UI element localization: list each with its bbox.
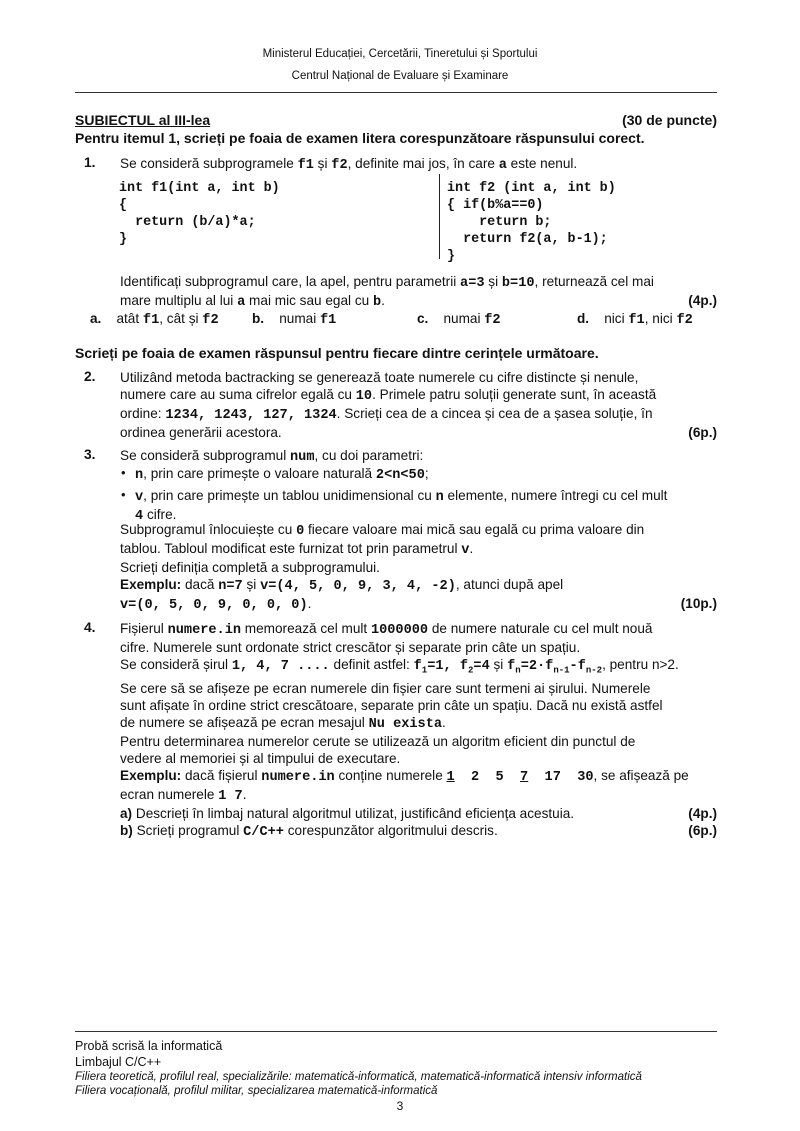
item4-number: 4. <box>84 620 96 635</box>
footer-track-1: Filiera teoretică, profilul real, specializările: matematică-informatică, matematică-informatică intensiv informatică <box>75 1071 642 1083</box>
option-b: b. numai f1 <box>252 311 337 328</box>
bullet-icon: • <box>121 487 126 502</box>
option-d: d. nici f1, nici f2 <box>577 311 693 328</box>
code-f2: int f2 (int a, int b) { if(b%a==0) return b; return f2(a, b-1); } <box>447 181 616 264</box>
option-a: a. atât f1, cât și f2 <box>90 311 219 328</box>
item3-description: Subprogramul înlocuiește cu 0 fiecare valoare mai mică sau egală cu prima valoare din tablou. Tabloul modificat este furnizat tot prin parametrul v. Scrieți definiția completă a subprogramului. Exemplu: dacă n=7 și v=(4, 5, 0, 9, 3, 4, -2), atunci după apel v=(0, 5, 0, 9, 0, 0, 0). (10p.) <box>120 522 717 613</box>
item1-intro: Se consideră subprogramele f1 și f2, definite mai jos, în care a este nenul. <box>120 156 578 173</box>
item1-number: 1. <box>84 155 96 170</box>
option-c: c. numai f2 <box>417 311 501 328</box>
footer-language: Limbajul C/C++ <box>75 1055 162 1069</box>
subject-points: (30 de puncte) <box>622 112 717 128</box>
code-separator <box>439 174 440 259</box>
item4a-points: (4p.) <box>688 805 717 821</box>
page-number: 3 <box>396 1099 404 1113</box>
code-f1: int f1(int a, int b) { return (b/a)*a; } <box>119 181 280 247</box>
item1-points: (4p.) <box>688 293 717 308</box>
instruction-item1: Pentru itemul 1, scrieți pe foaia de examen litera corespunzătoare răspunsului corect. <box>75 130 645 146</box>
subject-title: SUBIECTUL al III-lea <box>75 112 211 128</box>
item2-text: Utilizând metoda bactracking se generează toate numerele cu cifre distincte și nenule, numere care au suma cifrelor egală cu 10. Primele patru soluții generate sunt, în această ordine: 1234, 1243, 127, 1324. Scrieți cea de a cincea și cea de a șasea soluție, în ordinea generării acestora. (6p.) <box>120 370 717 440</box>
item1-question: Identificați subprogramul care, la apel, pentru parametrii a=3 și b=10, returnează cel mai mare multiplu al lui a mai mic sau egal cu b. (4p.) <box>120 274 717 310</box>
item3-points: (10p.) <box>680 596 717 611</box>
item3-param-v: v, prin care primește un tablou unidimensional cu n elemente, numere întregi cu cel mult 4 cifre. <box>135 488 668 524</box>
item4b-points: (6p.) <box>688 822 717 838</box>
example-numbers: 1 2 5 7 17 30 <box>446 769 594 785</box>
bullet-icon: • <box>121 465 126 480</box>
instruction-items: Scrieți pe foaia de examen răspunsul pentru fiecare dintre cerințele următoare. <box>75 345 599 361</box>
center-name: Centrul Național de Evaluare și Examinare <box>291 70 509 82</box>
header-divider <box>75 92 717 93</box>
item2-points: (6p.) <box>688 425 717 440</box>
footer-exam: Probă scrisă la informatică <box>75 1039 223 1053</box>
item3-number: 3. <box>84 447 96 462</box>
item2-number: 2. <box>84 369 96 384</box>
ministry-name: Ministerul Educației, Cercetării, Tineretului și Sportului <box>262 48 538 60</box>
item4-text: Fișierul numere.in memorează cel mult 1000000 de numere naturale cu cel mult nouă cifre. Numerele sunt ordonate strict crescător și separate prin câte un spațiu. Se consideră șirul 1, 4, 7 .... definit astfel: $f_1=1$, $f_2=4$ și $f_n=2\cdot f_{n-1}-f_{n-2}$, pentru n>2. Se cere să se afișeze pe ecran numerele din fișier care sunt termeni ai șirului. Numerele sunt afișate în ordine strict crescătoare, separate prin câte un spațiu. Dacă nu există astfel de numere se afișează pe ecran mesajul Nu exista. Pentru determinarea numerelor cerute se utilizează un algoritm eficient din punctul de vedere al memoriei și al timpului de executare. Exemplu: dacă fișierul numere.in conține numerele 1 2 5 7 17 30, se afișează pe ecran numerele 1 7. a) Descrieți în limbaj natural algoritmul utilizat, justificând eficiența acestuia. (4p.) b) Scrieți programul C/C++ corespunzător algoritmului descris. (6p.) <box>120 621 717 840</box>
item3-param-n: n, prin care primește o valoare naturală 2<n<50; <box>135 466 429 483</box>
footer-track-2: Filiera vocațională, profilul militar, specializarea matematică-informatică <box>75 1085 438 1097</box>
item3-intro: Se consideră subprogramul num, cu doi parametri: <box>120 448 424 465</box>
footer-divider <box>75 1031 717 1032</box>
